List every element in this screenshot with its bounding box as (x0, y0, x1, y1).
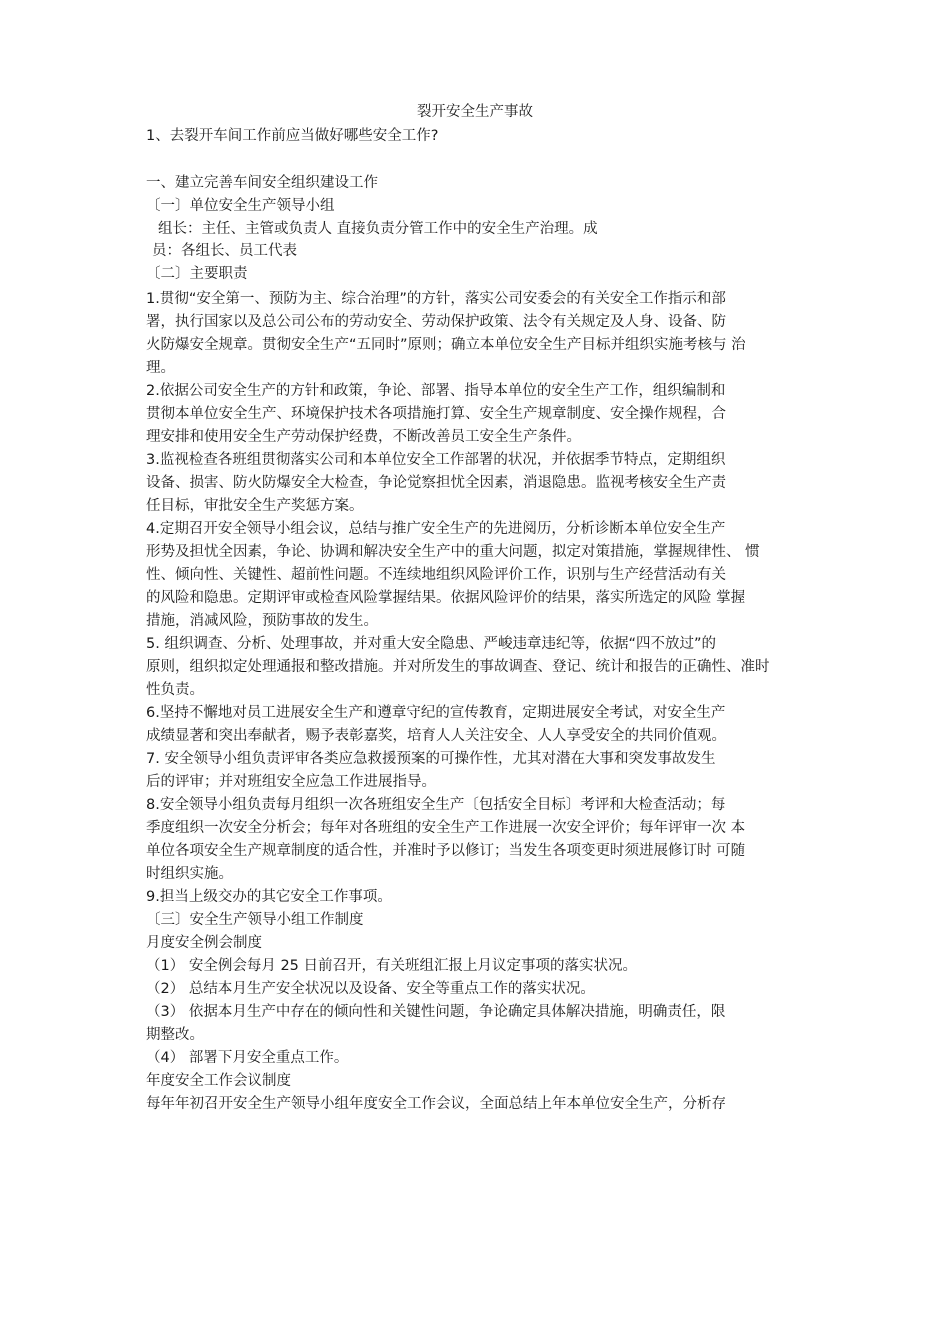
question-heading: 1、去裂开车间工作前应当做好哪些安全工作? (146, 128, 439, 144)
subsection-heading: 〔二〕主要职责 (146, 266, 248, 282)
paragraph-line: 性负责。 (146, 682, 204, 698)
paragraph-line: 成绩显著和突出奉献者，赐予表彰嘉奖，培育人人关注安全、人人享受安全的共同价值观。 (146, 728, 726, 744)
paragraph-line: 设备、损害、防火防爆安全大检查，争论觉察担忧全因素，消退隐患。监视考核安全生产责 (146, 475, 726, 491)
paragraph-line: 组长：主任、主管或负责人 直接负责分管工作中的安全生产治理。成 (158, 221, 598, 237)
paragraph-line: 时组织实施。 (146, 866, 233, 882)
subsection-heading: 〔三〕安全生产领导小组工作制度 (146, 912, 364, 928)
list-item: 期整改。 (146, 1027, 204, 1043)
paragraph-line: 8.安全领导小组负责每月组织一次各班组安全生产〔包括安全目标〕考评和大检查活动；每 (146, 797, 726, 813)
subsection-heading: 〔一〕单位安全生产领导小组 (146, 198, 335, 214)
paragraph-line: 形势及担忧全因素，争论、协调和解决安全生产中的重大问题，拟定对策措施，掌握规律性、 惯 (146, 544, 760, 560)
paragraph-line: 4.定期召开安全领导小组会议，总结与推广安全生产的先进阅历，分析诊断本单位安全生产 (146, 521, 726, 537)
paragraph-line: 原则，组织拟定处理通报和整改措施。并对所发生的事故调查、登记、统计和报告的正确性、准时 (146, 659, 770, 675)
paragraph-line: 性、倾向性、关键性、超前性问题。不连续地组织风险评价工作，识别与生产经营活动有关 (146, 567, 726, 583)
paragraph-line: 6.坚持不懈地对员工进展安全生产和遵章守纪的宣传教育，定期进展安全考试，对安全生产 (146, 705, 726, 721)
paragraph-line: 措施，消减风险，预防事故的发生。 (146, 613, 378, 629)
subheading: 年度安全工作会议制度 (146, 1073, 291, 1089)
list-item: （4） 部署下月安全重点工作。 (146, 1050, 349, 1066)
subheading: 月度安全例会制度 (146, 935, 262, 951)
list-item: （1） 安全例会每月 25 日前召开，有关班组汇报上月议定事项的落实状况。 (146, 958, 638, 974)
paragraph-line: 7. 安全领导小组负责评审各类应急救援预案的可操作性，尤其对潜在大事和突发事故发生 (146, 751, 716, 767)
paragraph-line: 火防爆安全规章。贯彻安全生产“五同时”原则；确立本单位安全生产目标并组织实施考核与 治 (146, 337, 746, 353)
paragraph-line: 理。 (146, 360, 175, 376)
paragraph-line: 署，执行国家以及总公司公布的劳动安全、劳动保护政策、法令有关规定及人身、设备、防 (146, 314, 726, 330)
paragraph-line: 季度组织一次安全分析会；每年对各班组的安全生产工作进展一次安全评价；每年评审一次 本 (146, 820, 746, 836)
paragraph-line: 3.监视检查各班组贯彻落实公司和本单位安全工作部署的状况，并依据季节特点，定期组织 (146, 452, 726, 468)
document-title: 裂开安全生产事故 (417, 104, 533, 120)
paragraph-line: 9.担当上级交办的其它安全工作事项。 (146, 889, 392, 905)
paragraph-line: 任目标，审批安全生产奖惩方案。 (146, 498, 364, 514)
paragraph-line: 贯彻本单位安全生产、环境保护技术各项措施打算、安全生产规章制度、安全操作规程，合 (146, 406, 726, 422)
section-heading: 一、建立完善车间安全组织建设工作 (146, 175, 378, 191)
list-item: （3） 依据本月生产中存在的倾向性和关键性问题，争论确定具体解决措施，明确责任，限 (146, 1004, 726, 1020)
paragraph-line: 理安排和使用安全生产劳动保护经费，不断改善员工安全生产条件。 (146, 429, 581, 445)
paragraph-line: 5. 组织调查、分析、处理事故，并对重大安全隐患、严峻违章违纪等，依据“四不放过”的 (146, 636, 716, 652)
paragraph-line: 2.依据公司安全生产的方针和政策，争论、部署、指导本单位的安全生产工作，组织编制和 (146, 383, 726, 399)
paragraph-line: 员：各组长、员工代表 (152, 243, 297, 259)
paragraph-line: 单位各项安全生产规章制度的适合性，并准时予以修订；当发生各项变更时须进展修订时 可随 (146, 843, 746, 859)
paragraph-line: 1.贯彻“安全第一、预防为主、综合治理”的方针，落实公司安委会的有关安全工作指示和部 (146, 291, 726, 307)
paragraph-line: 的风险和隐患。定期评审或检查风险掌握结果。依据风险评价的结果，落实所选定的风险 掌握 (146, 590, 746, 606)
list-item: （2） 总结本月生产安全状况以及设备、安全等重点工作的落实状况。 (146, 981, 595, 997)
paragraph-line: 后的评审；并对班组安全应急工作进展指导。 (146, 774, 436, 790)
paragraph-line: 每年年初召开安全生产领导小组年度安全工作会议，全面总结上年本单位安全生产，分析存 (146, 1096, 726, 1112)
